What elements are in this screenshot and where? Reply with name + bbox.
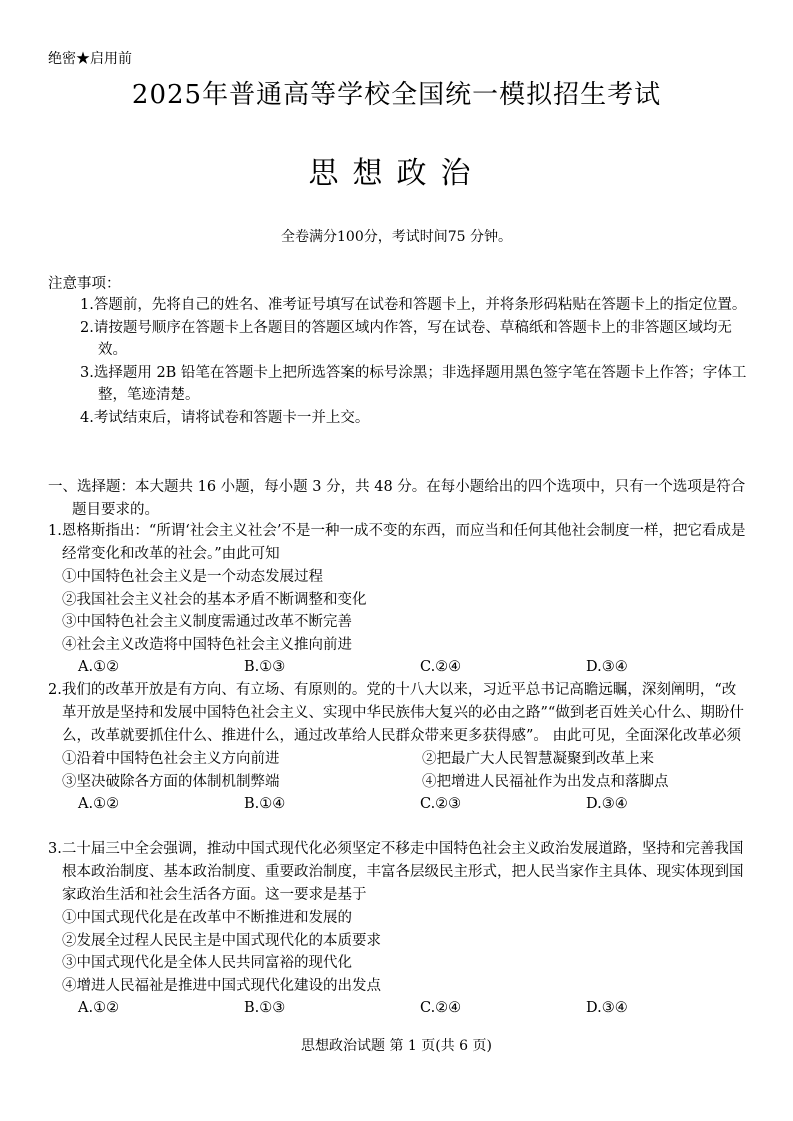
notice-list xyxy=(80,294,750,429)
choice-d: D.③④ xyxy=(586,796,628,812)
exam-title: 2025年普通高等学校全国统一模拟招生考试 xyxy=(131,80,662,110)
statement-option: ②我国社会主义社会的基本矛盾不断调整和变化 xyxy=(62,591,367,608)
notice-item: 2.请按题号顺序在答题卡上各题目的答题区域内作答，写在试卷、草稿纸和答题卡上的非答题区域均无效。 xyxy=(80,319,732,358)
question-1 xyxy=(48,520,748,679)
answer-choices xyxy=(48,656,748,679)
exam-info: 全卷满分100分，考试时间75 分钟。 xyxy=(281,229,512,245)
statement-option: ④增进人民福祉是推进中国式现代化建设的出发点 xyxy=(62,977,381,994)
question-2 xyxy=(48,679,748,816)
choice-d: D.③④ xyxy=(586,659,628,675)
statement-option: ①中国特色社会主义是一个动态发展过程 xyxy=(62,569,323,585)
statement-option: ③中国式现代化是全体人民共同富裕的现代化 xyxy=(62,955,352,971)
choice-b: B.①③ xyxy=(244,659,286,675)
choice-b: B.①④ xyxy=(244,796,286,812)
question-stem: 2.我们的改革开放是有方向、有立场、有原则的。党的十八大以来，习近平总书记高瞻远瞩，深刻阐明，“改革开放是坚持和发展中国特色社会主义、实现中华民族伟大复兴的必由之路”“做到老百姓关心什么、期盼什么，改革就要抓住什么、推进什么，通过改革给人民群众带来更多获得感”。 由此可见，全面深化改革必须 xyxy=(48,682,744,744)
statement-option: ②发展全过程人民民主是中国式现代化的本质要求 xyxy=(62,932,381,949)
statement-option: ①沿着中国特色社会主义方向前进 xyxy=(62,751,280,767)
choice-c: C.②④ xyxy=(420,1000,462,1016)
question-stem: 1.恩格斯指出：“所谓‘社会主义社会’不是一种一成不变的东西，而应当和任何其他社会制度一样，把它看成是经常变化和改革的社会。”由此可知 xyxy=(48,523,746,562)
choice-b: B.①③ xyxy=(244,1000,286,1016)
section-heading: 一、选择题：本大题共 16 小题，每小题 3 分，共 48 分。在每小题给出的四个选项中，只有一个选项是符合题目要求的。 xyxy=(48,479,746,518)
question-3 xyxy=(48,838,748,1020)
statement-options-row xyxy=(48,748,748,771)
notice-item: 1.答题前，先将自己的姓名、准考证号填写在试卷和答题卡上，并将条形码粘贴在答题卡上的指定位置。 xyxy=(80,297,747,313)
choice-c: C.②③ xyxy=(420,796,462,812)
confidential-label: 绝密★启用前 xyxy=(48,51,132,67)
page-footer: 思想政治试题 第 1 页(共 6 页) xyxy=(301,1038,492,1054)
choice-d: D.③④ xyxy=(586,1000,628,1016)
statement-option: ②把最广大人民智慧凝聚到改革上来 xyxy=(422,751,654,767)
statement-option: ③坚决破除各方面的体制机制弊端 xyxy=(62,773,280,790)
question-stem: 3.二十届三中全会强调，推动中国式现代化必须坚定不移走中国特色社会主义政治发展道路，坚持和完善我国根本政治制度、基本政治制度、重要政治制度，丰富各层级民主形式，把人民当家作主具体、现实体现到国家政治生活和社会生活各方面。这一要求是基于 xyxy=(48,841,744,903)
choice-c: C.②④ xyxy=(420,659,462,675)
answer-choices xyxy=(48,793,748,816)
subject-title: 思想政治 xyxy=(308,156,485,191)
choice-a: A.①② xyxy=(78,659,120,675)
statement-option: ①中国式现代化是在改革中不断推进和发展的 xyxy=(62,910,352,926)
statement-options-row xyxy=(48,771,748,794)
notice-item: 3.选择题用 2B 铅笔在答题卡上把所选答案的标号涂黑；非选择题用黑色签字笔在答题卡上作答；字体工整，笔迹清楚。 xyxy=(80,364,747,403)
choice-a: A.①② xyxy=(78,796,120,812)
answer-choices xyxy=(48,997,748,1020)
notice-item: 4.考试结束后，请将试卷和答题卡一并上交。 xyxy=(80,409,370,426)
notice-heading: 注意事项： xyxy=(48,276,121,292)
statement-option: ④社会主义改造将中国特色社会主义推向前进 xyxy=(62,636,352,653)
statement-option: ③中国特色社会主义制度需通过改革不断完善 xyxy=(62,614,352,630)
statement-option: ④把增进人民福祉作为出发点和落脚点 xyxy=(422,773,669,790)
choice-a: A.①② xyxy=(78,1000,120,1016)
